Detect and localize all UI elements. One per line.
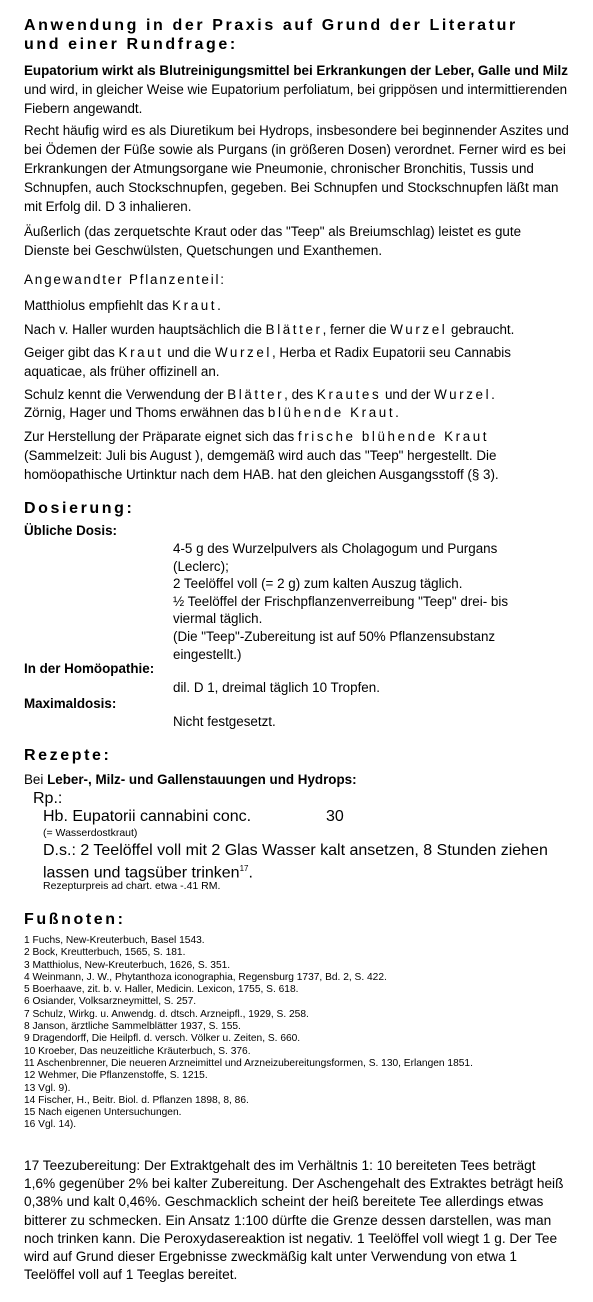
usual-dose-line: (Die "Teep"-Zubereitung ist auf 50% Pflanzensubstanz eingestellt.) — [173, 628, 496, 662]
footnotes-heading: Fußnoten: — [24, 911, 126, 928]
spaced-term: Krautes — [316, 387, 382, 402]
spaced-term: Wurzel — [214, 345, 272, 360]
text-segment: und die — [163, 345, 215, 360]
text-segment: , des — [284, 387, 317, 402]
recipe-intro — [24, 770, 569, 789]
plant-part-line-haller — [24, 320, 569, 339]
text-segment: lassen und tagsüber trinken — [43, 864, 240, 882]
dosage-heading: Dosierung: — [24, 500, 135, 517]
external-use-paragraph: Äußerlich (das zerquetschte Kraut oder das "Teep" als Breiumschlag) leistet es gute Dienste bei Geschwülsten, Quetschungen und Exanthemen. — [24, 224, 522, 258]
text-segment: Zur Herstellung der Präparate eignet sich das — [24, 429, 298, 444]
plant-part-line-schulz — [24, 385, 569, 404]
footnote-item: 4 Weinmann, J. W., Phytanthoza iconographia, Regensburg 1737, Bd. 2, S. 422. — [24, 971, 387, 983]
plant-part-line-geiger — [24, 343, 569, 381]
spaced-term: Kraut — [118, 345, 164, 360]
recipe-indication: Leber-, Milz- und Gallenstauungen und Hydrops: — [47, 772, 357, 787]
footnote-item: 3 Matthiolus, New-Kreuterbuch, 1626, S. 351. — [24, 959, 231, 971]
plant-part-line-preparation — [24, 427, 569, 484]
homeopathy-value: dil. D 1, dreimal täglich 10 Tropfen. — [173, 680, 380, 695]
footnote-item: 9 Dragendorff, Die Heilpfl. d. versch. Völker u. Zeiten, S. 660. — [24, 1033, 301, 1045]
spaced-term: blühende Kraut — [267, 405, 396, 420]
text-segment: gebraucht. — [447, 322, 515, 337]
recipe-price: Rezepturpreis ad chart. etwa -.41 RM. — [43, 880, 221, 892]
section-heading-application — [24, 16, 518, 54]
recipe-amount: 30 — [326, 808, 344, 825]
footnote-item: 8 Janson, ärztliche Sammelblätter 1937, S. 155. — [24, 1021, 241, 1033]
spaced-term: Wurzel — [434, 387, 492, 402]
footnote-item: 15 Nach eigenen Untersuchungen. — [24, 1107, 182, 1119]
footnote-item: 6 Osiander, Volksarzneymittel, S. 257. — [24, 996, 197, 1008]
heading-line-1: Anwendung in der Praxis auf Grund der Literatur — [24, 17, 518, 34]
footnote-17-tea-preparation: 17 Teezubereitung: Der Extraktgehalt des im Verhältnis 1: 10 bereiteten Tees beträgt 1,6% gegenüber 2% bei kalter Zubereitung. Der Aschengehalt des Extraktes beträgt heiß 0,38% und kalt 0,46%. Geschmacklich scheint der heiß bereitete Tee allerdings etwas bitterer zu schmecken. Ein Ansatz 1:100 dürfte die Grenze dessen darstellen, was man noch trinken kann. Die Peroxydasereaktion ist negativ. 1 Teelöffel voll wiegt 1 g. Der Tee wird auf Grund dieser Ergebnisse zweckmäßig kalt unter Verwendung von etwa 1 Teelöffel voll auf 1 Teeglas bereitet. — [24, 1158, 564, 1283]
recipes-heading: Rezepte: — [24, 747, 112, 764]
usual-dose-label: Übliche Dosis: — [24, 523, 118, 538]
homeopathy-label: In der Homöopathie: — [24, 661, 155, 676]
footnote-item: 5 Boerhaave, zit. b. v. Haller, Medicin. Lexicon, 1755, S. 618. — [24, 984, 299, 996]
diuretic-paragraph: Recht häufig wird es als Diuretikum bei Hydrops, insbesondere bei beginnender Aszites und bei Ödemen der Füße sowie als Purgans (in größeren Dosen) verordnet. Ferner wird es bei Erkrankungen der Atmungsorgane wie Pneumonie, chronischer Bronchitis, Tussis und Schnupfen, auch Stockschnupfen, gegeben. Bei Schnupfen und Stockschnupfen läßt man mit Erfolg dil. D 3 inhalieren. — [24, 123, 569, 214]
recipe-signature-line-1: D.s.: 2 Teelöffel voll mit 2 Glas Wasser kalt ansetzen, 8 Stunden ziehen — [43, 842, 548, 859]
max-dose-value: Nicht festgesetzt. — [173, 714, 276, 729]
footnote-item: 16 Vgl. 14). — [24, 1119, 77, 1131]
text-segment: und der — [381, 387, 435, 402]
text-segment: . — [217, 298, 221, 313]
footnote-list — [24, 935, 473, 1132]
plant-part-line-matthiolus — [24, 296, 569, 315]
recipe-rp: Rp.: — [33, 790, 63, 807]
footnote-item: 10 Kroeber, Das neuzeitliche Kräuterbuch, S. 376. — [24, 1045, 251, 1057]
text-segment: Bei — [24, 772, 48, 787]
intro-bold-text: Eupatorium wirkt als Blutreinigungsmittel bei Erkrankungen der Leber, Galle und Milz — [24, 63, 568, 78]
recipe-ingredient-note: (= Wasserdostkraut) — [43, 827, 138, 839]
usual-dose-values — [173, 540, 553, 663]
footnote-item: 13 Vgl. 9). — [24, 1082, 71, 1094]
text-segment: , ferner die — [322, 322, 391, 337]
text-segment: (Sammelzeit: Juli bis August ), demgemäß wird auch das "Teep" hergestellt. Die homöopathische Urtinktur nach dem HAB. hat den gleichen Ausgangsstoff (§ 3). — [24, 448, 499, 482]
spaced-term: frische blühende Kraut — [297, 429, 490, 444]
text-segment: , Herba et Radix Eupatorii seu Cannabis aquaticae, als früher offizinell an. — [24, 345, 511, 379]
usual-dose-line: 2 Teelöffel voll (= 2 g) zum kalten Auszug täglich. — [173, 576, 463, 592]
text-segment: Schulz kennt die Verwendung der — [24, 387, 228, 402]
plant-part-heading: Angewandter Pflanzenteil: — [24, 272, 226, 287]
spaced-term: Blätter — [227, 387, 285, 402]
footnote-item: 2 Bock, Kreutterbuch, 1565, S. 181. — [24, 947, 186, 959]
max-dose-label: Maximaldosis: — [24, 696, 117, 711]
text-segment: . — [248, 864, 253, 882]
text-segment: . — [491, 387, 495, 402]
text-segment: Matthiolus empfiehlt das — [24, 298, 173, 313]
heading-line-2: und einer Rundfrage: — [24, 36, 238, 53]
spaced-term: Kraut — [172, 298, 218, 313]
recipe-ingredient: Hb. Eupatorii cannabini conc. — [43, 808, 252, 825]
footnote-item: 7 Schulz, Wirkg. u. Anwendg. d. dtsch. Arzneipfl., 1929, S. 258. — [24, 1008, 309, 1020]
spaced-term: Wurzel — [390, 322, 448, 337]
plant-part-line-zoernig — [24, 403, 569, 422]
footnote-ref: 17 — [239, 864, 249, 873]
footnote-item: 14 Fischer, H., Beitr. Biol. d. Pflanzen 1898, 8, 86. — [24, 1094, 249, 1106]
footnote-item: 1 Fuchs, New-Kreuterbuch, Basel 1543. — [24, 935, 205, 946]
footnote-item: 12 Wehmer, Die Pflanzenstoffe, S. 1215. — [24, 1070, 208, 1082]
usual-dose-line: ½ Teelöffel der Frischpflanzenverreibung "Teep" drei- bis viermal täglich. — [173, 593, 509, 627]
intro-paragraph — [24, 61, 569, 118]
footnote-item: 11 Aschenbrenner, Die neueren Arzneimittel und Arzneizubereitungsformen, S. 130, Erlangen 1851. — [24, 1057, 473, 1069]
usual-dose-line: 4-5 g des Wurzelpulvers als Cholagogum und Purgans (Leclerc); — [173, 541, 498, 574]
spaced-term: Blätter — [265, 322, 323, 337]
intro-rest-text: und wird, in gleicher Weise wie Eupatorium perfoliatum, bei grippösen und intermittierenden Fiebern angewandt. — [24, 82, 568, 116]
text-segment: Geiger gibt das — [24, 345, 119, 360]
text-segment: Zörnig, Hager und Thoms erwähnen das — [24, 405, 268, 420]
text-segment: Nach v. Haller wurden hauptsächlich die — [24, 322, 266, 337]
text-segment: . — [395, 405, 399, 420]
